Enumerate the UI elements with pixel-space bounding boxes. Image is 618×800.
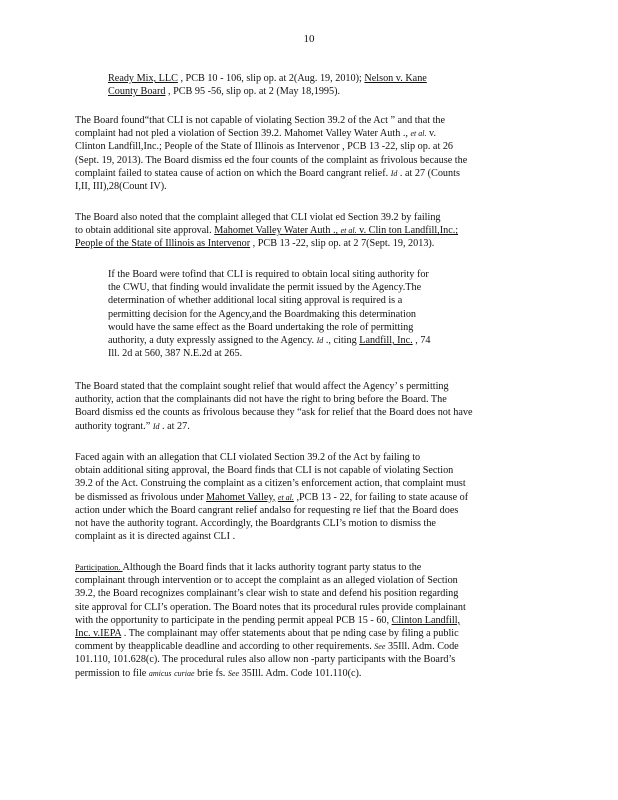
text-run: et al.	[340, 226, 357, 236]
text-line	[108, 268, 490, 281]
text-run: ., citing	[323, 335, 360, 347]
text-run: v.	[426, 128, 437, 140]
text-run: Clinton Landfill,Inc.; People of the State of Illinois as Intervenor , PCB 13 -22, slip op. at 26	[75, 141, 454, 153]
text-run: curiae	[174, 668, 195, 678]
text-run: If the Board were tofind that CLI is required to obtain local siting authority for	[108, 269, 429, 280]
text-run: The Board found“that CLI is not capable of violating Section 39.2 of the Act ” and that the	[75, 115, 446, 126]
text-run: Faced again with an allegation that CLI violated Section 39.2 of the Act by failing to	[75, 452, 421, 463]
text-run: 35Ill. Adm. Code 101.110(c).	[239, 667, 362, 679]
text-run: v. Clin ton Landfill,Inc.;	[356, 225, 459, 237]
text-line	[75, 393, 531, 406]
text-line	[75, 477, 531, 490]
text-line	[75, 451, 531, 464]
text-run: , PCB 10 - 106, slip op. at 2(Aug. 19, 2010);	[177, 73, 365, 84]
text-run: , PCB 95 -56, slip op. at 2 (May 18,1995).	[165, 86, 341, 98]
text-run: The Board also noted that the complaint alleged that CLI violat ed Section 39.2 by failing	[75, 212, 441, 223]
text-run: Ready Mix, LLC	[108, 73, 178, 84]
text-run: Id	[390, 168, 398, 178]
text-run: Mahomet Valley,	[206, 491, 276, 503]
text-run: 101.110, 101.628(c). The procedural rules also allow non -party participants with the Board’s	[75, 654, 456, 666]
text-line	[75, 406, 531, 419]
text-line	[75, 211, 531, 224]
board-stated-paragraph	[75, 380, 531, 433]
text-line	[75, 614, 531, 627]
text-run: . The complainant may offer statements about that pe nding case by filing a public	[121, 628, 459, 640]
text-run: Id	[316, 336, 324, 346]
text-line	[75, 627, 531, 640]
text-run: . at 27 (Counts	[397, 167, 460, 179]
text-run: Landfill, Inc.	[359, 335, 413, 347]
text-line	[75, 167, 531, 180]
text-line	[108, 321, 490, 334]
text-run: amicus	[148, 668, 172, 678]
text-line	[75, 517, 531, 530]
text-line	[75, 504, 531, 517]
text-line	[108, 72, 518, 85]
text-run: Inc. v.IEPA	[75, 628, 122, 640]
text-run: Board dismiss ed the counts as frivolous because they “ask for relief that the Board does not have	[75, 407, 473, 419]
text-line	[75, 601, 531, 614]
text-line	[108, 294, 490, 307]
text-run: permitting decision for the Agency,and the Boardmaking this determination	[108, 308, 417, 320]
text-line	[75, 640, 531, 653]
text-run: Mahomet Valley Water Auth .,	[214, 225, 341, 237]
text-run: to obtain additional site approval.	[75, 225, 215, 237]
text-run: site approval for CLI’s operation. The Board notes that its procedural rules provide complainant	[75, 601, 466, 613]
text-run: action under which the Board cangrant relief andalso for requesting re lief that the Board does	[75, 504, 459, 516]
text-run: 35Ill. Adm. Code	[385, 641, 459, 653]
text-line	[75, 653, 531, 666]
text-run: . at 27.	[159, 420, 190, 432]
text-run: 39.2, the Board recognizes complainant’s clear wish to state and defend his position regarding	[75, 588, 459, 600]
text-run: would have the same effect as the Board undertaking the role of permitting	[108, 321, 414, 333]
text-run: authority togrant.”	[75, 420, 153, 432]
text-run: Participation.	[75, 562, 121, 572]
faced-again-paragraph	[75, 451, 531, 543]
text-run: permission to file	[75, 667, 149, 679]
text-run: Nelson v. Kane	[364, 73, 427, 84]
text-line	[75, 587, 531, 600]
text-run: obtain additional siting approval, the Board finds that CLI is not capable of violating Section	[75, 465, 454, 477]
text-run: determination of whether additional local siting approval is required is a	[108, 295, 403, 307]
text-run: I,II, III),28(Count IV).	[75, 181, 167, 193]
text-run: authority, action that the complainants did not have the right to bring before the Board. The	[75, 394, 447, 406]
text-line	[75, 420, 531, 433]
text-run: be dismissed as frivolous under	[75, 491, 207, 503]
text-line	[108, 85, 518, 98]
text-line	[108, 347, 490, 360]
text-run: People of the State of Illinois as Intervenor	[75, 238, 251, 250]
text-line	[75, 154, 531, 167]
text-line	[75, 561, 531, 574]
text-line	[75, 237, 531, 250]
text-run: (Sept. 19, 2013). The Board dismiss ed the four counts of the complaint as frivolous because the	[75, 154, 468, 166]
text-run: ,PCB 13 - 22, for failing to state acause of	[293, 491, 469, 503]
text-line	[75, 127, 531, 140]
text-run: Ill. 2d at 560, 387 N.E.2d at 265.	[108, 348, 243, 360]
text-run: complainant through intervention or to accept the complaint as an alleged violation of Section	[75, 575, 458, 587]
text-run: , 74	[412, 335, 431, 347]
text-run: authority, a duty expressly assigned to the Agency.	[108, 335, 317, 347]
text-line	[75, 224, 531, 237]
text-run: County Board	[108, 86, 166, 98]
block-quote-paragraph	[108, 268, 490, 360]
text-run: et al.	[277, 492, 294, 502]
text-line	[75, 380, 531, 393]
board-also-noted-paragraph	[75, 211, 531, 251]
text-line	[75, 530, 531, 543]
text-run: complaint had not pled a violation of Section 39.2. Mahomet Valley Water Auth .,	[75, 128, 411, 140]
text-run: complaint as it is directed against CLI .	[75, 531, 236, 543]
text-run: 39.2 of the Act. Construing the complaint as a citizen’s enforcement action, that complaint must	[75, 478, 466, 490]
text-run: Id	[152, 421, 160, 431]
text-line	[75, 140, 531, 153]
text-line	[108, 334, 490, 347]
text-run: et al.	[410, 129, 427, 139]
text-run: The Board stated that the complaint sought relief that would affect the Agency’ s permitting	[75, 381, 449, 392]
text-line	[108, 281, 490, 294]
text-run: with the opportunity to participate in the pending permit appeal PCB 15 - 60,	[75, 614, 392, 626]
text-line	[75, 491, 531, 504]
text-run: Although the Board finds that it lacks authority togrant party status to the	[122, 562, 422, 573]
board-found-paragraph	[75, 114, 531, 193]
text-line	[108, 308, 490, 321]
participation-paragraph	[75, 561, 531, 680]
text-line	[75, 667, 531, 680]
text-line	[75, 180, 531, 193]
text-run: the CWU, that finding would invalidate the permit issued by the Agency.The	[108, 282, 422, 294]
text-run: See	[227, 668, 240, 678]
text-run: , PCB 13 -22, slip op. at 2 7(Sept. 19, 2013).	[250, 238, 435, 250]
text-run: complaint failed to statea cause of action on which the Board cangrant relief.	[75, 167, 391, 179]
citation-continuation-paragraph	[108, 72, 518, 98]
text-run: not have the authority togrant. Accordingly, the Boardgrants CLI’s motion to dismiss the	[75, 518, 436, 530]
text-run: comment by theapplicable deadline and according to other requirements.	[75, 641, 375, 653]
text-line	[75, 574, 531, 587]
text-run: See	[374, 642, 386, 652]
text-line	[75, 114, 531, 127]
text-line	[75, 464, 531, 477]
text-run: Clinton Landfill,	[391, 614, 461, 626]
text-run: brie fs.	[194, 667, 228, 679]
page-number: 10	[303, 33, 315, 45]
